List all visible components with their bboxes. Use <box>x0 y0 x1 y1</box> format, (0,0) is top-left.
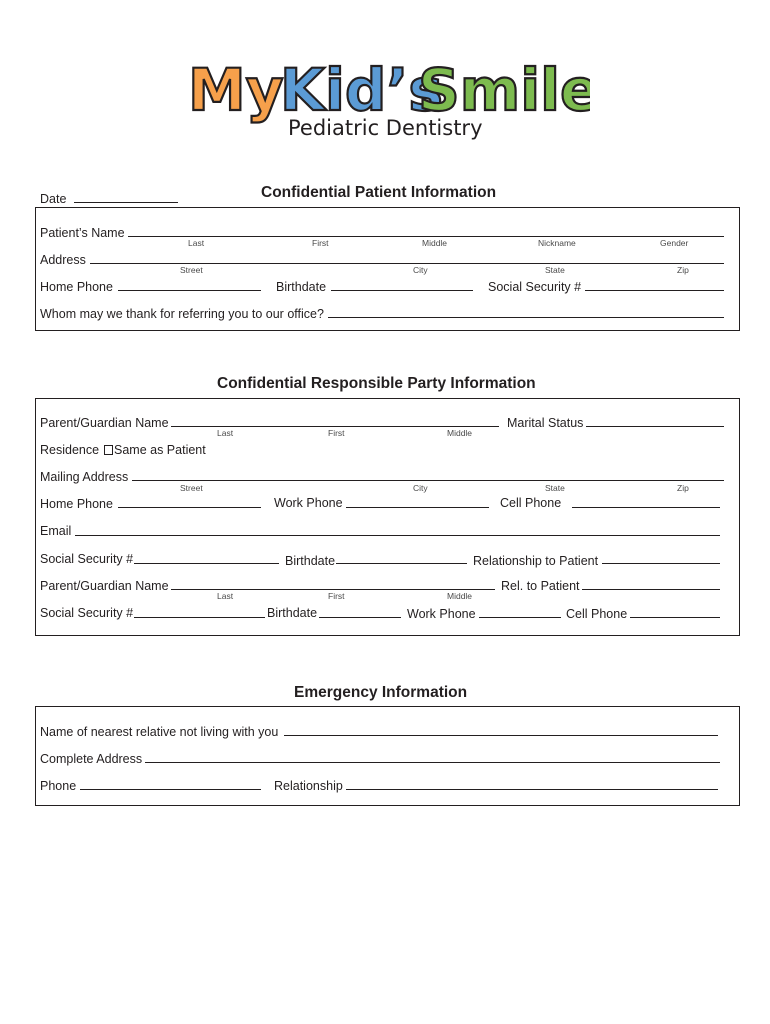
same-as-patient-label: Same as Patient <box>114 443 206 457</box>
patient-home-phone-field[interactable] <box>118 290 261 291</box>
same-as-patient-option[interactable] <box>104 443 206 457</box>
rp-birthdate-label: Birthdate <box>285 554 336 568</box>
logo-my: My <box>188 56 284 124</box>
rp-work-phone-label: Work Phone <box>274 496 343 510</box>
rp-ssn2-label: Social Security # <box>40 606 134 620</box>
guardian-name-sub-first: First <box>328 428 345 438</box>
nearest-relative-label: Name of nearest relative not living with you <box>40 725 279 739</box>
patient-ssn-label: Social Security # <box>488 280 582 294</box>
marital-status-label: Marital Status <box>507 416 584 430</box>
guardian2-name-field[interactable] <box>171 589 495 590</box>
rp-email-field[interactable] <box>75 535 720 536</box>
residence-label: Residence <box>40 443 100 457</box>
emergency-section-title: Emergency Information <box>294 684 468 701</box>
date-label: Date <box>40 192 67 206</box>
mailing-sub-zip: Zip <box>677 483 689 493</box>
patient-address-sub-street: Street <box>180 265 203 275</box>
guardian-name-sub-last: Last <box>217 428 234 438</box>
patient-name-sub-first: First <box>312 238 329 248</box>
patient-address-label: Address <box>40 253 86 267</box>
responsible-info-box <box>35 398 740 636</box>
patient-address-sub-state: State <box>545 265 565 275</box>
rp-home-phone-label: Home Phone <box>40 497 113 511</box>
rel-to-patient-label: Rel. to Patient <box>501 579 580 593</box>
rp-birthdate2-label: Birthdate <box>267 606 318 620</box>
rp-birthdate-field[interactable] <box>336 563 467 564</box>
rp-work-phone-field[interactable] <box>346 507 489 508</box>
patient-section-title: Confidential Patient Information <box>261 184 497 201</box>
mailing-address-field[interactable] <box>132 480 724 481</box>
guardian2-sub-middle: Middle <box>447 591 473 601</box>
logo-kids: Kid’s <box>280 56 443 124</box>
patient-name-field[interactable] <box>128 236 724 237</box>
guardian-name-label: Parent/Guardian Name <box>40 416 169 430</box>
referral-field[interactable] <box>328 317 724 318</box>
rp-cell-phone2-field[interactable] <box>630 617 720 618</box>
complete-address-label: Complete Address <box>40 752 143 766</box>
patient-name-sub-last: Last <box>188 238 205 248</box>
rp-home-phone-field[interactable] <box>118 507 261 508</box>
mailing-address-label: Mailing Address <box>40 470 129 484</box>
patient-address-sub-zip: Zip <box>677 265 689 275</box>
same-as-patient-checkbox[interactable] <box>104 445 113 455</box>
rp-cell-phone-field[interactable] <box>572 507 720 508</box>
patient-home-phone-label: Home Phone <box>40 280 113 294</box>
patient-birthdate-field[interactable] <box>331 290 473 291</box>
patient-ssn-field[interactable] <box>585 290 724 291</box>
rp-work-phone2-label: Work Phone <box>407 607 476 621</box>
rp-relationship-label: Relationship to Patient <box>473 554 599 568</box>
guardian2-sub-last: Last <box>217 591 234 601</box>
rp-cell-phone-label: Cell Phone <box>500 496 562 510</box>
patient-name-sub-gender: Gender <box>660 238 689 248</box>
rp-ssn2-field[interactable] <box>134 617 265 618</box>
rp-email-label: Email <box>40 524 72 538</box>
rp-birthdate2-field[interactable] <box>319 617 401 618</box>
rp-relationship-field[interactable] <box>602 563 720 564</box>
referral-label: Whom may we thank for referring you to our office? <box>40 307 324 321</box>
emergency-phone-field[interactable] <box>80 789 261 790</box>
patient-birthdate-label: Birthdate <box>276 280 327 294</box>
emergency-relationship-field[interactable] <box>346 789 718 790</box>
logo-smile: Smile <box>418 56 590 124</box>
guardian2-sub-first: First <box>328 591 345 601</box>
patient-address-sub-city: City <box>413 265 428 275</box>
patient-name-label: Patient’s Name <box>40 226 125 240</box>
marital-status-field[interactable] <box>586 426 724 427</box>
rel-to-patient-field[interactable] <box>582 589 720 590</box>
mailing-sub-state: State <box>545 483 565 493</box>
responsible-section-title: Confidential Responsible Party Information <box>217 375 536 392</box>
rp-work-phone2-field[interactable] <box>479 617 561 618</box>
guardian-name-field[interactable] <box>171 426 499 427</box>
patient-name-sub-nickname: Nickname <box>538 238 576 248</box>
patient-address-field[interactable] <box>90 263 724 264</box>
rp-ssn-label: Social Security # <box>40 552 134 566</box>
practice-logo <box>180 48 590 148</box>
complete-address-field[interactable] <box>145 762 720 763</box>
emergency-phone-label: Phone <box>40 779 77 793</box>
rp-cell-phone2-label: Cell Phone <box>566 607 628 621</box>
emergency-relationship-label: Relationship <box>274 779 343 793</box>
mailing-sub-city: City <box>413 483 428 493</box>
guardian2-name-label: Parent/Guardian Name <box>40 579 169 593</box>
nearest-relative-field[interactable] <box>284 735 718 736</box>
patient-name-sub-middle: Middle <box>422 238 448 248</box>
guardian-name-sub-middle: Middle <box>447 428 473 438</box>
date-field[interactable] <box>74 202 178 203</box>
mailing-sub-street: Street <box>180 483 203 493</box>
logo-tagline: Pediatric Dentistry <box>288 116 483 140</box>
rp-ssn-field[interactable] <box>134 563 279 564</box>
